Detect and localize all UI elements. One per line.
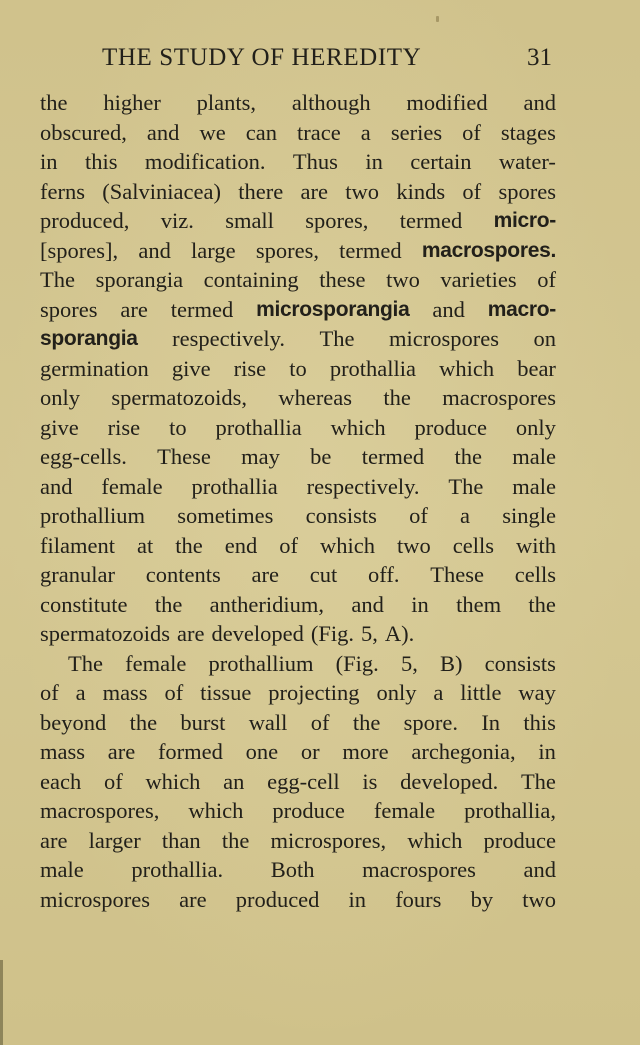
word: A). bbox=[384, 621, 415, 646]
word-space bbox=[304, 619, 311, 649]
word: may bbox=[241, 444, 280, 469]
word: and bbox=[146, 119, 180, 145]
word: male bbox=[512, 444, 556, 469]
word: egg-cell bbox=[267, 768, 340, 794]
word: are bbox=[176, 621, 205, 646]
word: which bbox=[319, 532, 375, 558]
word: the bbox=[175, 532, 203, 558]
word: off. bbox=[367, 562, 400, 587]
word: termed bbox=[399, 208, 463, 233]
word: the bbox=[129, 709, 158, 735]
word: The bbox=[520, 768, 556, 794]
word: of bbox=[310, 709, 330, 735]
word: kinds bbox=[396, 178, 446, 204]
word: the bbox=[383, 385, 411, 410]
word: varieties bbox=[440, 267, 517, 292]
word: containing bbox=[203, 267, 299, 292]
page-header bbox=[40, 44, 554, 78]
word: prothallia bbox=[191, 473, 278, 499]
word: formed bbox=[157, 739, 223, 764]
word: this bbox=[523, 709, 556, 735]
word: at bbox=[136, 532, 154, 558]
word: and bbox=[432, 296, 465, 322]
word: single bbox=[502, 503, 556, 528]
word: are bbox=[107, 739, 136, 764]
body-text bbox=[40, 88, 556, 914]
word: of bbox=[409, 503, 428, 528]
word: certain bbox=[410, 149, 472, 174]
word: which bbox=[145, 768, 201, 794]
word: filament bbox=[40, 532, 115, 558]
word: (Fig. bbox=[335, 650, 379, 676]
word: male bbox=[512, 473, 556, 499]
word: These bbox=[157, 444, 211, 469]
word: of bbox=[40, 680, 59, 705]
word: ferns bbox=[40, 178, 85, 204]
word: 5, bbox=[400, 650, 418, 676]
word: mass bbox=[40, 739, 85, 764]
word: series bbox=[390, 119, 443, 145]
word: which bbox=[407, 827, 463, 853]
word: [spores], bbox=[40, 237, 119, 263]
word: consists bbox=[305, 503, 377, 528]
word: spores, bbox=[255, 237, 319, 263]
word: germination bbox=[40, 355, 149, 381]
word: to bbox=[289, 355, 307, 381]
word: viz. bbox=[160, 208, 194, 233]
word: mass bbox=[102, 680, 148, 705]
word: stages bbox=[500, 119, 556, 145]
word: constitute bbox=[40, 591, 128, 617]
word: The bbox=[40, 267, 75, 292]
word: higher bbox=[103, 90, 161, 115]
word: only bbox=[515, 414, 556, 440]
word: are bbox=[179, 886, 207, 912]
word: are bbox=[300, 178, 328, 204]
text-line bbox=[40, 236, 556, 266]
binding-edge bbox=[0, 960, 3, 1045]
text-line bbox=[40, 177, 556, 207]
word: of bbox=[164, 680, 184, 705]
word: tissue bbox=[200, 680, 252, 705]
text-line bbox=[40, 206, 556, 236]
text-line bbox=[40, 324, 556, 354]
word: in bbox=[365, 149, 383, 174]
word: prothallium bbox=[40, 503, 145, 528]
word: more bbox=[342, 739, 389, 764]
word: large bbox=[191, 237, 236, 263]
word: The bbox=[319, 326, 355, 351]
word: rise bbox=[107, 414, 141, 440]
word: consists bbox=[484, 650, 556, 676]
word: this bbox=[84, 149, 118, 174]
word: trace bbox=[297, 119, 341, 145]
word: larger bbox=[88, 827, 141, 853]
word: fours bbox=[395, 886, 442, 912]
bold-term: sporangia bbox=[40, 327, 138, 350]
word: 5, bbox=[361, 621, 378, 646]
bold-term: macro- bbox=[487, 297, 556, 321]
word: the bbox=[40, 90, 68, 115]
word: cells bbox=[452, 532, 494, 558]
word: beyond bbox=[40, 709, 107, 735]
word: which bbox=[439, 355, 495, 381]
word: spores bbox=[40, 296, 98, 322]
word: prothallia, bbox=[464, 798, 556, 823]
word: are bbox=[120, 296, 148, 322]
word: respectively. bbox=[172, 326, 286, 351]
word: egg-cells. bbox=[40, 444, 127, 469]
word: developed. bbox=[400, 768, 499, 794]
word: each bbox=[40, 768, 82, 794]
word: microspores bbox=[389, 326, 499, 351]
word: spermatozoids bbox=[40, 621, 170, 646]
text-line bbox=[40, 796, 556, 826]
page-number: 31 bbox=[527, 44, 552, 71]
word: them bbox=[456, 591, 502, 617]
word: spores, bbox=[305, 208, 369, 233]
word: Both bbox=[270, 857, 315, 882]
word: water- bbox=[498, 149, 556, 174]
word: bear bbox=[517, 355, 556, 381]
word: and bbox=[523, 90, 556, 115]
word: cut bbox=[309, 562, 338, 587]
text-line bbox=[40, 383, 556, 413]
word: contents bbox=[145, 562, 221, 587]
text-line bbox=[40, 767, 556, 797]
word: spores bbox=[498, 178, 556, 204]
text-line bbox=[40, 619, 556, 649]
word-space bbox=[170, 619, 177, 649]
word: produce bbox=[272, 798, 345, 823]
bold-term: microsporangia bbox=[256, 297, 410, 321]
word: with bbox=[515, 532, 556, 558]
text-line bbox=[40, 531, 556, 561]
word: Thus bbox=[292, 149, 338, 174]
word: plants, bbox=[196, 90, 257, 115]
word: to bbox=[169, 414, 187, 440]
word: (Fig. bbox=[310, 621, 355, 646]
word: which bbox=[330, 414, 386, 440]
word: in bbox=[348, 886, 367, 912]
word: than bbox=[161, 827, 201, 853]
word: prothallia bbox=[215, 414, 302, 440]
word: is bbox=[362, 768, 378, 794]
word: prothallium bbox=[208, 650, 314, 676]
word: or bbox=[300, 739, 320, 764]
word: of bbox=[462, 119, 481, 145]
word: The bbox=[68, 650, 103, 676]
word: (Salviniacea) bbox=[102, 178, 221, 204]
word: the bbox=[352, 709, 381, 735]
word: macrospores bbox=[442, 385, 556, 410]
text-line bbox=[40, 649, 556, 679]
word-space bbox=[354, 619, 361, 649]
word-space bbox=[204, 619, 211, 649]
word: two bbox=[396, 532, 431, 558]
word: give bbox=[171, 355, 211, 381]
word: termed bbox=[339, 237, 402, 263]
word: wall bbox=[248, 709, 288, 735]
word: prothallia. bbox=[131, 857, 224, 882]
text-line bbox=[40, 147, 556, 177]
word: termed bbox=[361, 444, 425, 469]
word: modification. bbox=[144, 149, 266, 174]
word: a bbox=[433, 680, 444, 705]
word: the bbox=[154, 591, 183, 617]
word: two bbox=[345, 178, 380, 204]
word: are bbox=[251, 562, 279, 587]
word: produced, bbox=[40, 208, 130, 233]
word: produce bbox=[483, 827, 556, 853]
word: only bbox=[40, 385, 81, 410]
text-line bbox=[40, 472, 556, 502]
text-line bbox=[40, 118, 556, 148]
text-line bbox=[40, 678, 556, 708]
word: be bbox=[310, 444, 332, 469]
word: In bbox=[481, 709, 501, 735]
word: female bbox=[101, 473, 163, 499]
text-line bbox=[40, 560, 556, 590]
word: produce bbox=[414, 414, 487, 440]
word: sporangia bbox=[95, 267, 184, 292]
word: archegonia, bbox=[411, 739, 516, 764]
word: on bbox=[533, 326, 556, 351]
word: we bbox=[199, 119, 226, 145]
word: and bbox=[351, 591, 384, 617]
word: modified bbox=[406, 90, 488, 115]
text-line bbox=[40, 501, 556, 531]
word: These bbox=[430, 562, 484, 587]
word: are bbox=[40, 827, 68, 853]
text-line bbox=[40, 265, 556, 295]
paper-speck bbox=[436, 16, 439, 22]
word: macrospores, bbox=[40, 798, 160, 823]
text-line bbox=[40, 885, 556, 915]
word: of bbox=[462, 178, 482, 204]
word: in bbox=[411, 591, 429, 617]
word: The bbox=[448, 473, 484, 499]
word: microspores bbox=[40, 886, 150, 912]
word: two bbox=[386, 267, 420, 292]
word: two bbox=[522, 886, 556, 912]
word: female bbox=[373, 798, 436, 823]
word: burst bbox=[180, 709, 226, 735]
word: only bbox=[376, 680, 417, 705]
word: male bbox=[40, 857, 84, 882]
word: B) bbox=[440, 650, 463, 676]
word: microspores, bbox=[270, 827, 387, 853]
word: of bbox=[103, 768, 123, 794]
text-line bbox=[40, 737, 556, 767]
word: these bbox=[319, 267, 366, 292]
word: antheridium, bbox=[209, 591, 325, 617]
word: and bbox=[138, 237, 171, 263]
word-space bbox=[378, 619, 385, 649]
text-line bbox=[40, 708, 556, 738]
word: spore. bbox=[403, 709, 458, 735]
word: a bbox=[75, 680, 86, 705]
text-line bbox=[40, 826, 556, 856]
text-line bbox=[40, 590, 556, 620]
text-line bbox=[40, 442, 556, 472]
word: can bbox=[245, 119, 277, 145]
word: spermatozoids, bbox=[111, 385, 247, 410]
text-line bbox=[40, 295, 556, 325]
word: give bbox=[40, 414, 79, 440]
word: cells bbox=[514, 562, 556, 587]
text-line bbox=[40, 413, 556, 443]
word: in bbox=[538, 739, 556, 764]
word: in bbox=[40, 149, 58, 174]
word: and bbox=[523, 857, 556, 882]
word: the bbox=[454, 444, 482, 469]
word: the bbox=[528, 591, 556, 617]
word: a bbox=[460, 503, 471, 528]
word: termed bbox=[170, 296, 234, 322]
word: produced bbox=[235, 886, 320, 912]
word: end bbox=[224, 532, 258, 558]
word: macrospores bbox=[362, 857, 476, 882]
word: the bbox=[221, 827, 250, 853]
word: a bbox=[360, 119, 371, 145]
word: of bbox=[279, 532, 298, 558]
word: by bbox=[470, 886, 494, 912]
word: of bbox=[537, 267, 556, 292]
word: an bbox=[223, 768, 245, 794]
word: although bbox=[291, 90, 371, 115]
word: female bbox=[125, 650, 187, 676]
text-line bbox=[40, 88, 556, 118]
word: there bbox=[238, 178, 284, 204]
word: way bbox=[518, 680, 556, 705]
text-line bbox=[40, 354, 556, 384]
word: which bbox=[188, 798, 244, 823]
text-line bbox=[40, 855, 556, 885]
word: one bbox=[245, 739, 279, 764]
word: and bbox=[40, 473, 73, 499]
bold-term: macrospores. bbox=[421, 238, 556, 262]
word: prothallia bbox=[329, 355, 417, 381]
running-title: THE STUDY OF HEREDITY bbox=[102, 44, 422, 71]
word: projecting bbox=[268, 680, 360, 705]
word: granular bbox=[40, 562, 115, 587]
word: whereas bbox=[278, 385, 353, 410]
word: small bbox=[225, 208, 274, 233]
bold-term: micro- bbox=[493, 209, 556, 232]
word: respectively. bbox=[306, 473, 420, 499]
word: rise bbox=[233, 355, 267, 381]
word: little bbox=[460, 680, 502, 705]
word: developed bbox=[211, 621, 304, 646]
word: sometimes bbox=[177, 503, 274, 528]
word: obscured, bbox=[40, 119, 127, 145]
